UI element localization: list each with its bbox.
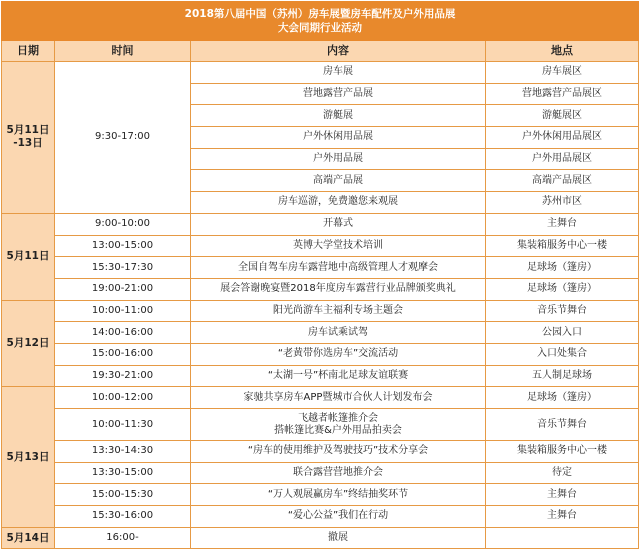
time-cell: 13:00-15:00 — [55, 235, 191, 257]
content-cell: 房车试乘试驾 — [191, 322, 486, 344]
time-cell: 10:00-11:00 — [55, 300, 191, 322]
table-row — [2, 441, 639, 463]
table-row — [2, 462, 639, 484]
content-cell: 游艇展 — [191, 105, 486, 127]
location-cell: 苏州市区 — [486, 192, 639, 214]
content-line: 飞越者帐篷推介会 — [298, 412, 378, 424]
table-row — [2, 62, 639, 84]
location-cell: 入口处集合 — [486, 343, 639, 365]
table-row — [2, 278, 639, 300]
date-label-end: -13日 — [13, 137, 43, 150]
date-label: 5月11日 — [6, 250, 50, 263]
title-line-1: 2018第八届中国（苏州）房车展暨房车配件及户外用品展 — [184, 8, 456, 20]
date-cell — [2, 300, 55, 387]
event-schedule-table — [1, 1, 639, 549]
content-cell: 展会答谢晚宴暨2018年度房车露营行业品牌颁奖典礼 — [191, 278, 486, 300]
location-cell: 主舞台 — [486, 506, 639, 528]
location-cell: 游艇展区 — [486, 105, 639, 127]
table-row — [2, 343, 639, 365]
table-row — [2, 235, 639, 257]
table-row — [2, 506, 639, 528]
date-cell — [2, 527, 55, 549]
time-cell: 9:30-17:00 — [55, 62, 191, 214]
location-cell: 音乐节舞台 — [486, 300, 639, 322]
table-row — [2, 387, 639, 409]
location-cell: 高端产品展区 — [486, 170, 639, 192]
content-cell: 户外休闲用品展 — [191, 127, 486, 149]
header-location: 地点 — [486, 41, 639, 62]
location-cell: 公园入口 — [486, 322, 639, 344]
content-cell: 阳光尚游车主福利专场主题会 — [191, 300, 486, 322]
title-line-2: 大会同期行业活动 — [278, 22, 363, 34]
time-cell: 10:00-12:00 — [55, 387, 191, 409]
header-content: 内容 — [191, 41, 486, 62]
location-cell: 户外休闲用品展区 — [486, 127, 639, 149]
content-cell: 房车巡游，免费邀您来观展 — [191, 192, 486, 214]
table-row — [2, 365, 639, 387]
content-cell: “老黄带你选房车”交流活动 — [191, 343, 486, 365]
content-cell: “万人观展赢房车”终结抽奖环节 — [191, 484, 486, 506]
date-label: 5月11日 — [6, 124, 50, 137]
content-cell — [191, 409, 486, 441]
location-cell — [486, 527, 639, 549]
title-row — [2, 2, 639, 41]
date-label: 5月12日 — [6, 336, 50, 349]
location-cell: 足球场（篷房） — [486, 257, 639, 279]
table-row — [2, 257, 639, 279]
time-cell: 19:00-21:00 — [55, 278, 191, 300]
location-cell: 足球场（篷房） — [486, 387, 639, 409]
location-cell: 集装箱服务中心一楼 — [486, 235, 639, 257]
time-cell: 10:00-11:30 — [55, 409, 191, 441]
location-cell: 五人制足球场 — [486, 365, 639, 387]
location-cell: 足球场（篷房） — [486, 278, 639, 300]
table-row — [2, 213, 639, 235]
content-cell: 开幕式 — [191, 213, 486, 235]
content-cell: 全国自驾车房车露营地中高级管理人才观摩会 — [191, 257, 486, 279]
header-date: 日期 — [2, 41, 55, 62]
content-cell: 联合露营营地推介会 — [191, 462, 486, 484]
content-cell: 营地露营产品展 — [191, 83, 486, 105]
time-cell: 14:00-16:00 — [55, 322, 191, 344]
date-cell — [2, 62, 55, 214]
time-cell: 13:30-14:30 — [55, 441, 191, 463]
content-cell: 家驰共享房车APP暨城市合伙人计划发布会 — [191, 387, 486, 409]
date-cell — [2, 387, 55, 527]
table-row — [2, 322, 639, 344]
content-cell: “太湖一号”杯南北足球友谊联赛 — [191, 365, 486, 387]
content-cell: “房车的使用维护及驾驶技巧”技术分享会 — [191, 441, 486, 463]
location-cell: 户外用品展区 — [486, 148, 639, 170]
location-cell: 营地露营产品展区 — [486, 83, 639, 105]
date-cell — [2, 213, 55, 300]
time-cell: 13:30-15:00 — [55, 462, 191, 484]
location-cell: 主舞台 — [486, 484, 639, 506]
location-cell: 主舞台 — [486, 213, 639, 235]
date-label: 5月14日 — [6, 531, 50, 544]
time-cell: 19:30-21:00 — [55, 365, 191, 387]
content-cell: “爱心公益”我们在行动 — [191, 506, 486, 528]
time-cell: 15:30-17:30 — [55, 257, 191, 279]
table-row — [2, 409, 639, 441]
location-cell: 房车展区 — [486, 62, 639, 84]
location-cell: 集装箱服务中心一楼 — [486, 441, 639, 463]
content-cell: 房车展 — [191, 62, 486, 84]
time-cell: 16:00- — [55, 527, 191, 549]
content-cell: 撤展 — [191, 527, 486, 549]
table-row — [2, 527, 639, 549]
location-cell: 待定 — [486, 462, 639, 484]
table-row — [2, 300, 639, 322]
time-cell: 15:00-15:30 — [55, 484, 191, 506]
header-row — [2, 41, 639, 62]
content-cell: 英博大学堂技术培训 — [191, 235, 486, 257]
content-cell: 户外用品展 — [191, 148, 486, 170]
content-line: 搭帐篷比赛&户外用品拍卖会 — [274, 424, 402, 436]
table-row — [2, 484, 639, 506]
location-cell: 音乐节舞台 — [486, 409, 639, 441]
time-cell: 15:00-16:00 — [55, 343, 191, 365]
date-label: 5月13日 — [6, 450, 50, 463]
time-cell: 9:00-10:00 — [55, 213, 191, 235]
time-cell: 15:30-16:00 — [55, 506, 191, 528]
content-cell: 高端产品展 — [191, 170, 486, 192]
table-title — [2, 2, 639, 41]
header-time: 时间 — [55, 41, 191, 62]
